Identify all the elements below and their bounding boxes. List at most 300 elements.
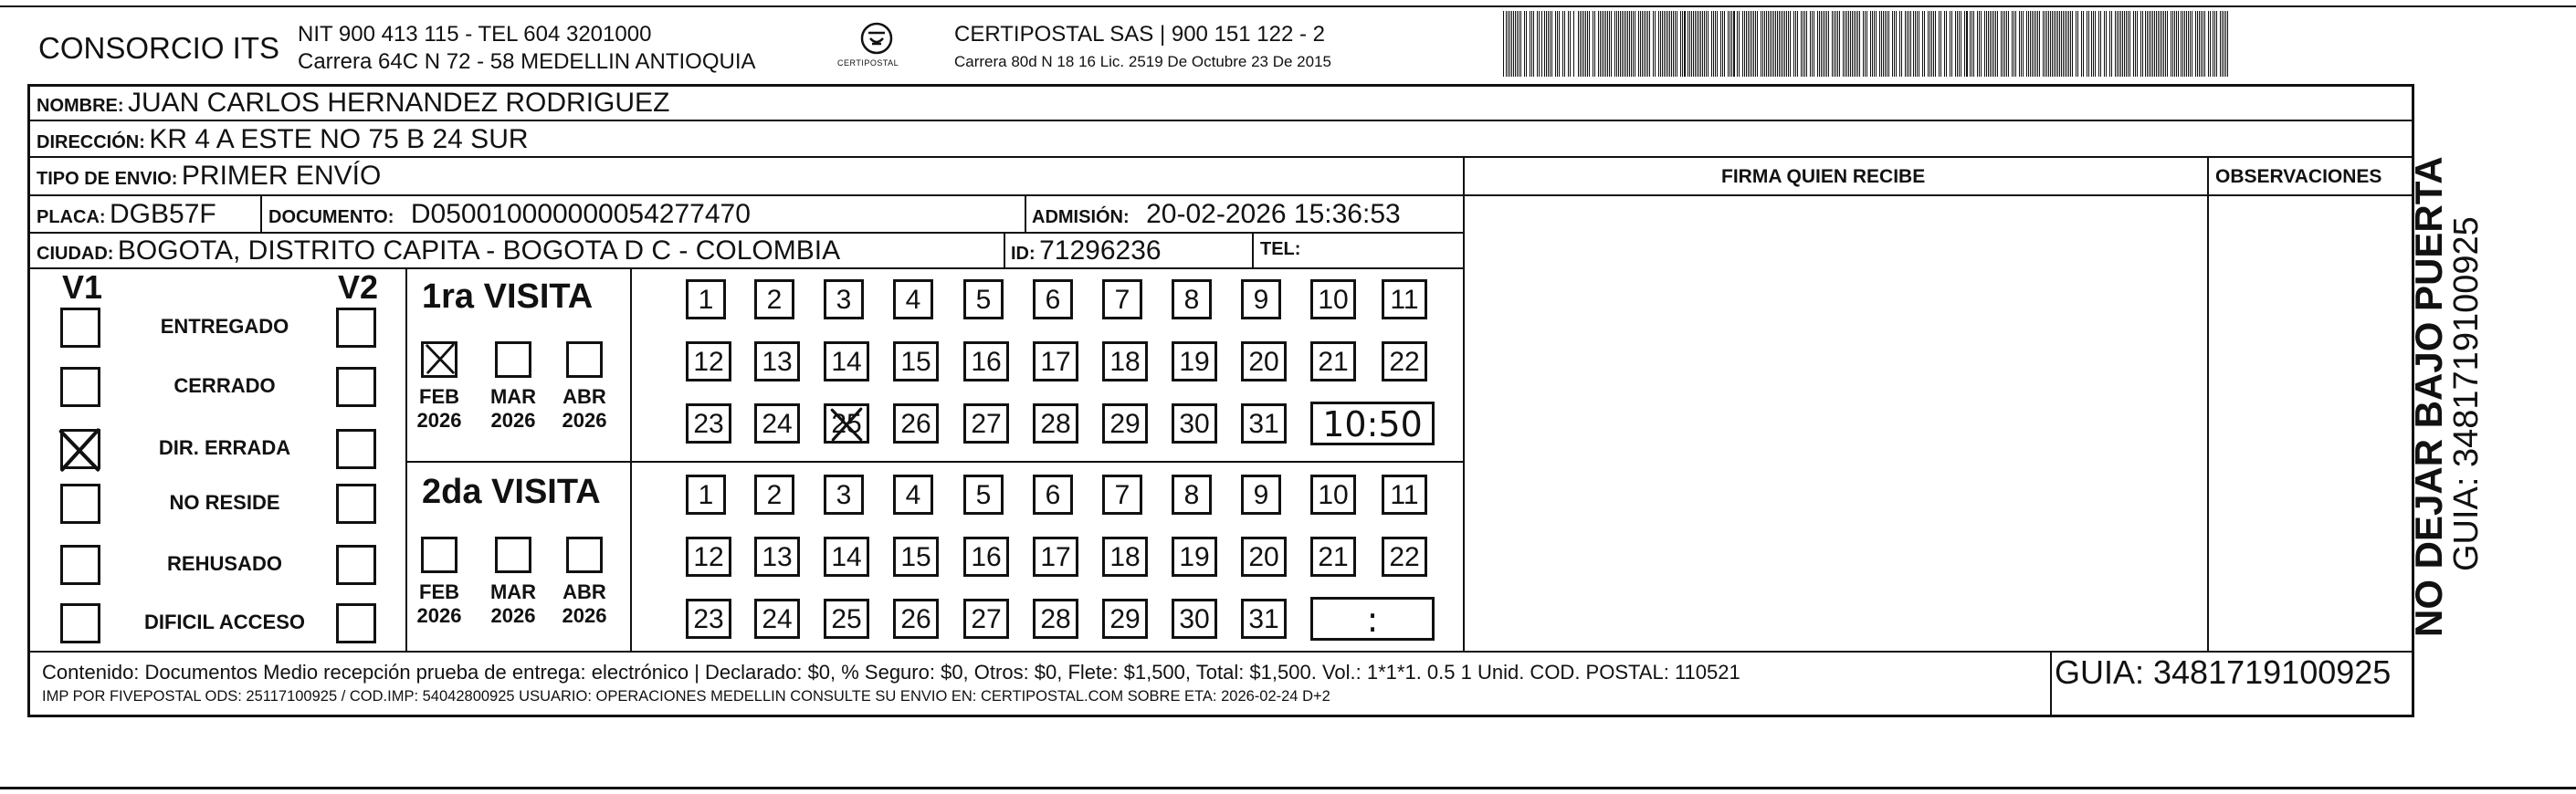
day-box[interactable]: 24 <box>754 599 800 639</box>
row-line <box>27 156 2414 158</box>
barcode-bar <box>1589 11 1590 77</box>
day-box[interactable]: 19 <box>1172 537 1217 577</box>
barcode-bar <box>1995 11 1996 77</box>
barcode-bar <box>2227 11 2228 77</box>
v1-checkbox[interactable] <box>60 545 100 585</box>
barcode-bar <box>1971 11 1972 77</box>
day-box[interactable]: 10 <box>1310 279 1356 319</box>
month-year: 2026 <box>562 409 607 432</box>
barcode-bar <box>1715 11 1716 77</box>
month-year: 2026 <box>490 604 536 627</box>
day-box[interactable]: 30 <box>1172 599 1217 639</box>
barcode-bar <box>2081 11 2082 77</box>
col-divider <box>260 194 262 233</box>
barcode-bar <box>1848 11 1849 77</box>
direccion-field <box>37 124 529 155</box>
barcode-bar <box>2013 11 2014 77</box>
barcode-bar <box>1973 11 1974 77</box>
barcode-bar <box>1883 11 1884 77</box>
barcode-bar <box>2093 11 2094 77</box>
barcode-bar <box>2026 11 2027 77</box>
barcode-bar <box>1988 11 1989 77</box>
barcode-bar <box>2120 11 2121 77</box>
side-text <box>2407 156 2487 637</box>
barcode-bar <box>2039 11 2040 77</box>
barcode-bar <box>2135 11 2136 77</box>
barcode-bar <box>1901 11 1902 77</box>
side-warning: NO DEJAR BAJO PUERTA <box>2407 156 2450 637</box>
day-box[interactable]: 20 <box>1241 341 1287 381</box>
barcode-bar <box>1664 11 1665 77</box>
barcode-bar <box>1910 11 1911 77</box>
day-box[interactable]: 18 <box>1102 341 1148 381</box>
day-box[interactable]: 29 <box>1102 599 1148 639</box>
day-box[interactable]: 23 <box>686 599 731 639</box>
day-box[interactable]: 22 <box>1382 537 1427 577</box>
barcode-bar <box>1546 11 1547 77</box>
barcode-bar <box>1539 11 1540 77</box>
barcode-bar <box>1946 11 1947 77</box>
barcode-bar <box>2167 11 2168 77</box>
day-box[interactable]: 9 <box>1241 475 1281 515</box>
barcode-bar <box>2050 11 2051 77</box>
barcode-bar <box>1633 11 1634 77</box>
barcode-bar <box>1964 11 1965 77</box>
barcode-bar <box>2057 11 2058 77</box>
day-box[interactable]: 31 <box>1241 599 1287 639</box>
day-box[interactable]: 26 <box>893 599 939 639</box>
v1-header: V1 <box>62 268 103 306</box>
day-box[interactable]: 6 <box>1033 279 1073 319</box>
barcode-bar <box>1513 11 1514 77</box>
barcode-bar <box>2150 11 2151 77</box>
barcode-bar <box>1647 11 1648 77</box>
frame-bottom <box>27 715 2414 717</box>
barcode-bar <box>1724 11 1725 77</box>
barcode-bar <box>1762 11 1763 77</box>
day-box[interactable]: 27 <box>963 403 1009 444</box>
carrier-address: Carrera 80d N 18 16 Lic. 2519 De Octubre 23 De 2015 <box>954 53 1331 70</box>
day-box[interactable]: 3 <box>824 475 864 515</box>
v2-checkbox[interactable] <box>336 545 376 585</box>
barcode-bar <box>1928 11 1929 77</box>
tipo-value: PRIMER ENVÍO <box>181 161 382 191</box>
footer-imp: IMP POR FIVEPOSTAL ODS: 25117100925 / COD.IMP: 54042800925 USUARIO: OPERACIONES MEDELLIN CONSULTE SU ENVIO EN: CERTIPOSTAL.COM SOBRE ETA: 2026-02-24 D+2 <box>42 688 1330 705</box>
barcode-bar <box>1731 11 1732 77</box>
barcode-bar <box>1817 11 1818 77</box>
barcode-bar <box>1852 11 1853 77</box>
bottom-rule <box>0 787 2576 789</box>
barcode-bar <box>1837 11 1838 77</box>
day-box[interactable]: 16 <box>963 537 1009 577</box>
barcode-bar <box>2076 11 2077 77</box>
barcode-bar <box>1689 11 1690 77</box>
row-line <box>27 267 1465 269</box>
barcode-bar <box>1917 11 1918 77</box>
barcode-bar <box>2172 11 2173 77</box>
day-box[interactable]: 24 <box>754 403 800 444</box>
barcode-bar <box>2128 11 2129 77</box>
day-box[interactable]: 19 <box>1172 341 1217 381</box>
barcode-bar <box>1764 11 1765 77</box>
nombre-label: NOMBRE: <box>37 96 124 116</box>
barcode-bar <box>1700 11 1701 77</box>
day-box[interactable]: 3 <box>824 279 864 319</box>
barcode-bar <box>1625 11 1626 77</box>
day-box[interactable]: 7 <box>1102 279 1142 319</box>
barcode-bar <box>1757 11 1758 77</box>
barcode-bar <box>1929 11 1930 77</box>
barcode-bar <box>1706 11 1707 77</box>
month-checkbox[interactable] <box>495 537 531 573</box>
barcode-bar <box>1979 11 1980 77</box>
day-box[interactable]: 17 <box>1033 341 1078 381</box>
barcode-bar <box>2115 11 2116 77</box>
barcode-bar <box>1931 11 1932 77</box>
barcode-bar <box>1645 11 1646 77</box>
day-box[interactable]: 14 <box>824 341 869 381</box>
day-box[interactable]: 26 <box>893 403 939 444</box>
barcode-bar <box>1885 11 1886 77</box>
barcode-bar <box>1720 11 1721 77</box>
month-label <box>412 385 467 433</box>
barcode-bar <box>1865 11 1866 77</box>
barcode-bar <box>2199 11 2200 77</box>
barcode-bar <box>2137 11 2138 77</box>
barcode-bar <box>1649 11 1650 77</box>
barcode-bar <box>1786 11 1787 77</box>
barcode-bar <box>2023 11 2024 77</box>
barcode-bar <box>1907 11 1908 77</box>
day-box[interactable]: 8 <box>1172 279 1212 319</box>
barcode-bar <box>1986 11 1987 77</box>
barcode-bar <box>2019 11 2020 77</box>
day-box[interactable]: 1 <box>686 475 726 515</box>
day-box[interactable]: 25 <box>824 403 869 444</box>
barcode-bar <box>1866 11 1867 77</box>
barcode-bar <box>2117 11 2118 77</box>
day-box[interactable]: 28 <box>1033 403 1078 444</box>
barcode-bar <box>1801 11 1802 77</box>
col-divider <box>1025 194 1026 233</box>
month-checkbox[interactable] <box>421 537 457 573</box>
x-mark-icon <box>827 405 866 444</box>
col-divider <box>1252 232 1254 268</box>
barcode-bar <box>1682 11 1683 77</box>
barcode-bar <box>2008 11 2009 77</box>
month-checkbox[interactable] <box>566 537 603 573</box>
barcode-bar <box>1981 11 1982 77</box>
barcode-bar <box>2129 11 2130 77</box>
barcode-bar <box>1835 11 1836 77</box>
barcode-bar <box>1826 11 1827 77</box>
barcode-bar <box>1544 11 1545 77</box>
time-box[interactable]: 10:50 <box>1310 402 1435 445</box>
certipostal-logo-icon <box>845 18 909 77</box>
barcode-bar <box>2176 11 2177 77</box>
carrier-name: CERTIPOSTAL SAS | 900 151 122 - 2 <box>954 22 1325 47</box>
placa-value: DGB57F <box>110 199 216 229</box>
day-box[interactable]: 4 <box>893 475 933 515</box>
barcode-bar <box>1834 11 1835 77</box>
barcode-bar <box>1531 11 1532 77</box>
time-box[interactable]: : <box>1310 597 1435 641</box>
barcode-bar <box>1823 11 1824 77</box>
col-divider <box>630 267 632 652</box>
barcode-bar <box>2098 11 2099 77</box>
barcode-bar <box>1779 11 1780 77</box>
v2-checkbox[interactable] <box>336 484 376 524</box>
barcode-bar <box>1876 11 1877 77</box>
day-box[interactable]: 15 <box>893 341 939 381</box>
row-line <box>27 232 1465 234</box>
v2-checkbox[interactable] <box>336 367 376 407</box>
barcode-bar <box>1662 11 1663 77</box>
barcode-bar <box>1671 11 1672 77</box>
day-box[interactable]: 8 <box>1172 475 1212 515</box>
barcode-bar <box>1669 11 1670 77</box>
barcode-bar <box>1795 11 1796 77</box>
month-name: ABR <box>563 385 606 408</box>
day-box[interactable]: 27 <box>963 599 1009 639</box>
barcode-bar <box>2111 11 2112 77</box>
barcode-bar <box>2054 11 2055 77</box>
day-box[interactable]: 30 <box>1172 403 1217 444</box>
barcode-bar <box>1622 11 1623 77</box>
day-box[interactable]: 7 <box>1102 475 1142 515</box>
day-box[interactable]: 22 <box>1382 341 1427 381</box>
nombre-value: JUAN CARLOS HERNANDEZ RODRIGUEZ <box>128 88 670 118</box>
side-guia: GUIA: 3481719100925 <box>2447 216 2486 571</box>
month-name: MAR <box>489 580 537 603</box>
barcode-bar <box>1913 11 1914 77</box>
barcode-bar <box>1788 11 1789 77</box>
day-box[interactable]: 21 <box>1310 537 1356 577</box>
barcode-bar <box>1821 11 1822 77</box>
barcode-bar <box>1793 11 1794 77</box>
barcode-bar <box>1944 11 1945 77</box>
v1-checkbox[interactable] <box>60 603 100 643</box>
barcode-bar <box>1872 11 1873 77</box>
day-box[interactable]: 20 <box>1241 537 1287 577</box>
barcode-bar <box>1892 11 1893 77</box>
day-box[interactable]: 16 <box>963 341 1009 381</box>
day-box[interactable]: 9 <box>1241 279 1281 319</box>
logo-caption: CERTIPOSTAL <box>837 58 899 68</box>
day-box[interactable]: 1 <box>686 279 726 319</box>
status-option-label: REHUSADO <box>167 552 282 575</box>
barcode-bar <box>2088 11 2089 77</box>
barcode-bar <box>2181 11 2182 77</box>
barcode-bar <box>1603 11 1604 77</box>
barcode-bar <box>1598 11 1599 77</box>
month-year: 2026 <box>416 604 462 627</box>
barcode-bar <box>1896 11 1897 77</box>
day-box[interactable]: 5 <box>963 279 1004 319</box>
barcode-bar <box>1806 11 1807 77</box>
barcode-bar <box>1750 11 1751 77</box>
barcode-bar <box>1739 11 1740 77</box>
barcode-bar <box>1959 11 1960 77</box>
barcode-bar <box>2104 11 2105 77</box>
row-line <box>27 651 2414 653</box>
col-divider <box>405 267 407 652</box>
day-box[interactable]: 6 <box>1033 475 1073 515</box>
month-checkbox[interactable] <box>566 341 603 378</box>
barcode-bar <box>1850 11 1851 77</box>
v1-checkbox[interactable] <box>60 484 100 524</box>
day-box[interactable]: 23 <box>686 403 731 444</box>
day-box[interactable]: 28 <box>1033 599 1078 639</box>
barcode-bar <box>2109 11 2110 77</box>
nombre-field <box>37 88 669 119</box>
barcode-bar <box>1784 11 1785 77</box>
v1-checkbox[interactable] <box>60 367 100 407</box>
x-mark-icon <box>55 425 104 475</box>
day-box[interactable]: 11 <box>1382 475 1427 515</box>
barcode-bar <box>1993 11 1994 77</box>
company-nit: NIT 900 413 115 - TEL 604 3201000 <box>298 22 652 47</box>
barcode-bar <box>1728 11 1729 77</box>
barcode-bar <box>2204 11 2205 77</box>
day-box[interactable]: 5 <box>963 475 1004 515</box>
barcode-bar <box>1667 11 1668 77</box>
month-checkbox[interactable] <box>495 341 531 378</box>
barcode-bar <box>2043 11 2044 77</box>
admision-label: ADMISIÓN: <box>1032 207 1130 227</box>
barcode-bar <box>1905 11 1906 77</box>
barcode-bar <box>1773 11 1774 77</box>
barcode-bar <box>1717 11 1718 77</box>
barcode-bar <box>1939 11 1940 77</box>
barcode-bar <box>1594 11 1595 77</box>
day-box[interactable]: 2 <box>754 475 794 515</box>
barcode-bar <box>2126 11 2127 77</box>
barcode <box>1503 11 2234 77</box>
day-box[interactable]: 17 <box>1033 537 1078 577</box>
company-address: Carrera 64C N 72 - 58 MEDELLIN ANTIOQUIA <box>298 49 756 74</box>
barcode-bar <box>1675 11 1676 77</box>
barcode-bar <box>1748 11 1749 77</box>
barcode-bar <box>1810 11 1811 77</box>
barcode-bar <box>2161 11 2162 77</box>
day-box[interactable]: 29 <box>1102 403 1148 444</box>
status-option-label: DIFICIL ACCESO <box>143 611 305 633</box>
barcode-bar <box>2091 11 2092 77</box>
barcode-bar <box>1559 11 1560 77</box>
barcode-bar <box>1627 11 1628 77</box>
day-box[interactable]: 13 <box>754 537 800 577</box>
tipo-field <box>37 161 381 192</box>
day-box[interactable]: 25 <box>824 599 869 639</box>
barcode-bar <box>2004 11 2005 77</box>
day-box[interactable]: 12 <box>686 537 731 577</box>
barcode-bar <box>1638 11 1639 77</box>
day-box[interactable]: 14 <box>824 537 869 577</box>
month-year: 2026 <box>416 409 462 432</box>
barcode-bar <box>2068 11 2069 77</box>
observaciones-header: OBSERVACIONES <box>2215 166 2382 187</box>
barcode-bar <box>1583 11 1584 77</box>
day-box[interactable]: 4 <box>893 279 933 319</box>
barcode-bar <box>1870 11 1871 77</box>
barcode-bar <box>1843 11 1844 77</box>
day-box[interactable]: 10 <box>1310 475 1356 515</box>
visit-title: 1ra VISITA <box>422 277 594 316</box>
barcode-bar <box>1766 11 1767 77</box>
barcode-bar <box>1804 11 1805 77</box>
day-box[interactable]: 18 <box>1102 537 1148 577</box>
barcode-bar <box>1819 11 1820 77</box>
barcode-bar <box>1666 11 1667 77</box>
month-year: 2026 <box>562 604 607 627</box>
month-year: 2026 <box>490 409 536 432</box>
barcode-bar <box>1602 11 1603 77</box>
barcode-bar <box>1879 11 1880 77</box>
barcode-bar <box>1640 11 1641 77</box>
barcode-bar <box>2158 11 2159 77</box>
barcode-bar <box>2140 11 2141 77</box>
barcode-bar <box>1711 11 1712 77</box>
barcode-bar <box>1653 11 1654 77</box>
barcode-bar <box>1957 11 1958 77</box>
day-box[interactable]: 2 <box>754 279 794 319</box>
month-label <box>486 580 541 628</box>
barcode-bar <box>1557 11 1558 77</box>
month-name: FEB <box>419 580 459 603</box>
v1-checkbox[interactable] <box>60 308 100 348</box>
month-label <box>412 580 467 628</box>
day-box[interactable]: 31 <box>1241 403 1287 444</box>
barcode-bar <box>1585 11 1586 77</box>
barcode-bar <box>1515 11 1516 77</box>
v2-header: V2 <box>338 268 379 306</box>
barcode-bar <box>2160 11 2161 77</box>
day-box[interactable]: 11 <box>1382 279 1427 319</box>
v2-checkbox[interactable] <box>336 308 376 348</box>
barcode-bar <box>1551 11 1552 77</box>
col-divider <box>2207 156 2209 653</box>
barcode-bar <box>1607 11 1608 77</box>
barcode-bar <box>2222 11 2223 77</box>
day-box[interactable]: 21 <box>1310 341 1356 381</box>
barcode-bar <box>1746 11 1747 77</box>
footer-guia: GUIA: 3481719100925 <box>2055 653 2392 691</box>
barcode-bar <box>1533 11 1534 77</box>
barcode-bar <box>1620 11 1621 77</box>
barcode-bar <box>1970 11 1971 77</box>
barcode-bar <box>2190 11 2191 77</box>
barcode-bar <box>1509 11 1510 77</box>
barcode-bar <box>1770 11 1771 77</box>
day-box[interactable]: 12 <box>686 341 731 381</box>
v2-checkbox[interactable] <box>336 429 376 469</box>
barcode-bar <box>1695 11 1696 77</box>
barcode-bar <box>1708 11 1709 77</box>
barcode-bar <box>2106 11 2107 77</box>
v2-checkbox[interactable] <box>336 603 376 643</box>
barcode-bar <box>1680 11 1681 77</box>
barcode-bar <box>1863 11 1864 77</box>
barcode-bar <box>1580 11 1581 77</box>
barcode-bar <box>2225 11 2226 77</box>
ciudad-value: BOGOTA, DISTRITO CAPITA - BOGOTA D C - COLOMBIA <box>117 235 841 266</box>
day-box[interactable]: 13 <box>754 341 800 381</box>
barcode-bar <box>2032 11 2033 77</box>
day-box[interactable]: 15 <box>893 537 939 577</box>
barcode-bar <box>2124 11 2125 77</box>
barcode-bar <box>2061 11 2062 77</box>
